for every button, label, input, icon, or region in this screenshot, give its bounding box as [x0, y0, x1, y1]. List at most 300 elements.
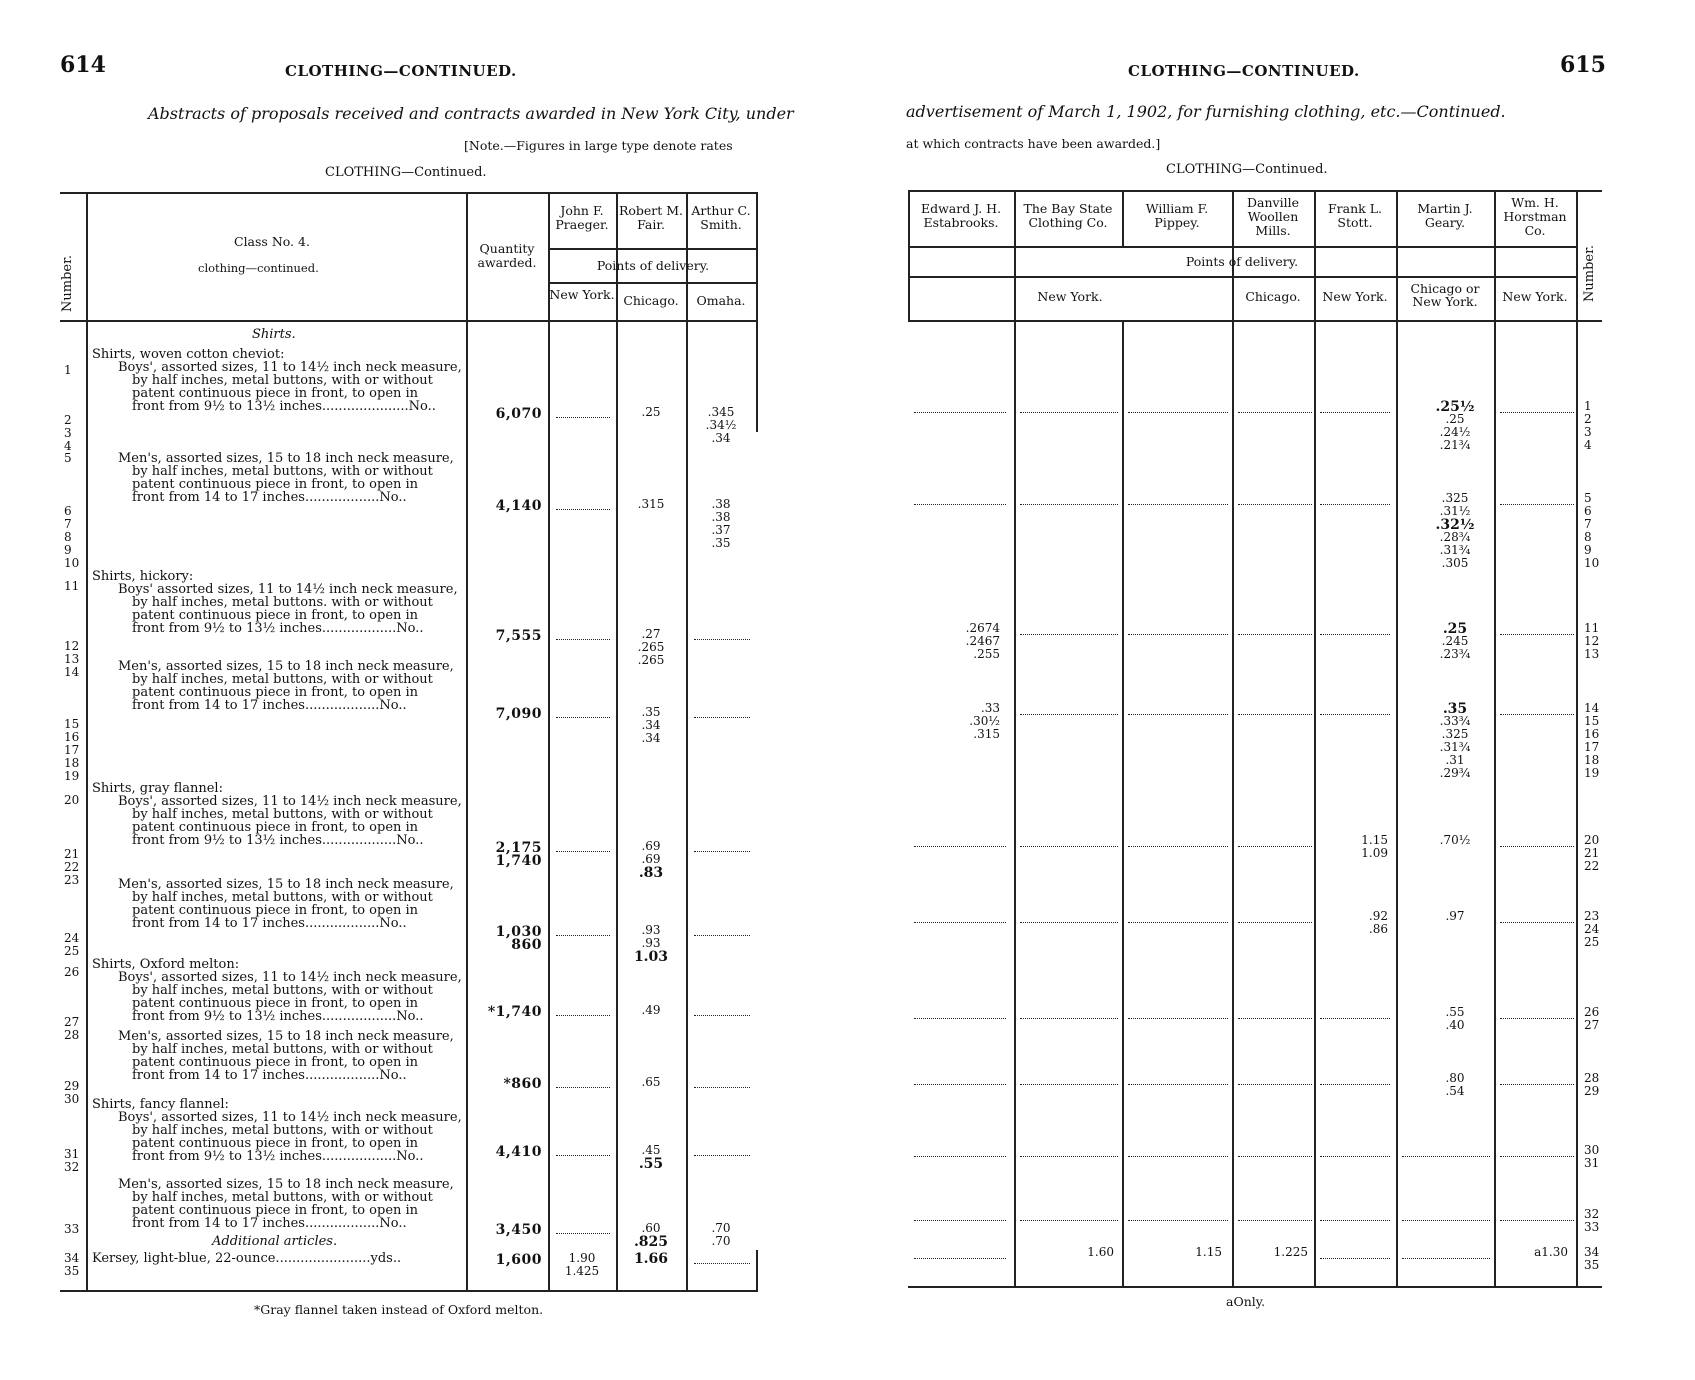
row-number: 22	[1584, 859, 1600, 873]
dot-leader	[694, 639, 750, 640]
dot-leader	[1320, 1018, 1390, 1019]
section-caption-left: CLOTHING—Continued.	[325, 165, 487, 180]
row-number: 14	[1584, 701, 1600, 715]
col-rule	[86, 192, 88, 1290]
dot-leader	[1320, 1258, 1390, 1259]
item-description: patent continuous piece in front, to open in	[132, 903, 419, 918]
item-description: patent continuous piece in front, to open in	[132, 996, 419, 1011]
dot-leader	[914, 1084, 1006, 1085]
bidder-name: Robert M. Fair.	[618, 203, 684, 232]
item-description: Boys', assorted sizes, 11 to 14½ inch neck measure,	[118, 970, 462, 985]
section-head-additional: Additional articles.	[212, 1234, 338, 1249]
row-number: 30	[1584, 1143, 1600, 1157]
bid-value: .29¾	[1439, 766, 1471, 780]
dot-leader	[1500, 634, 1574, 635]
bidder-name: Edward J. H. Estabrooks.	[920, 201, 1002, 230]
row-number: 8	[64, 530, 72, 544]
dot-leader	[1128, 504, 1228, 505]
col-rule	[1494, 190, 1496, 1286]
section-head-shirts: Shirts.	[252, 327, 296, 342]
item-description: front from 9½ to 13½ inches..................No..	[132, 621, 424, 636]
bid-value-awarded: .83	[638, 865, 664, 881]
delivery-point: New York.	[1037, 289, 1103, 304]
bidder-name: Arthur C. Smith.	[691, 203, 751, 232]
bid-value: .70	[711, 1221, 731, 1235]
row-number: 28	[64, 1028, 80, 1042]
item-description: by half inches, metal buttons, with or without	[132, 983, 433, 998]
quantity-awarded: 860	[511, 937, 542, 953]
item-description: Men's, assorted sizes, 15 to 18 inch neck measure,	[118, 1029, 454, 1044]
dot-leader	[1238, 1018, 1312, 1019]
bid-value: .345	[707, 405, 735, 419]
dot-leader	[1320, 634, 1390, 635]
item-description: front from 9½ to 13½ inches..................No..	[132, 1149, 424, 1164]
quantity-awarded: 6,070	[495, 406, 542, 422]
dot-leader	[1500, 412, 1574, 413]
bid-value: .69	[641, 839, 661, 853]
bid-value: .315	[973, 727, 1000, 741]
row-number: 23	[1584, 909, 1600, 923]
delivery-point: Omaha.	[696, 293, 746, 308]
row-number: 13	[1584, 647, 1600, 661]
bid-value: .23¾	[1439, 647, 1471, 661]
dot-leader	[556, 639, 610, 640]
dot-leader	[1238, 846, 1312, 847]
bid-value: .31½	[1439, 504, 1471, 518]
col-rule	[1314, 190, 1316, 1286]
row-number: 17	[64, 743, 80, 757]
row-number: 18	[64, 756, 80, 770]
bid-value: 1.90	[568, 1251, 596, 1265]
row-number: 1	[1584, 399, 1592, 413]
header-rule	[548, 248, 756, 250]
dot-leader	[1020, 714, 1118, 715]
bid-value-awarded: .55	[638, 1156, 664, 1172]
dot-leader	[1128, 412, 1228, 413]
quantity-awarded: 7,555	[495, 628, 542, 644]
bid-value: .37	[711, 523, 731, 537]
table-top-rule	[908, 190, 1602, 192]
item-description: by half inches, metal buttons. with or without	[132, 595, 433, 610]
footnote-left: *Gray flannel taken instead of Oxford melton.	[254, 1302, 544, 1317]
item-title: Shirts, hickory:	[92, 569, 194, 584]
note-right: at which contracts have been awarded.]	[906, 136, 1161, 151]
dot-leader	[1020, 1018, 1118, 1019]
header-rule	[908, 246, 1576, 248]
bid-value: .21¾	[1439, 438, 1471, 452]
bid-value: a1.30	[1534, 1245, 1568, 1259]
row-number: 32	[1584, 1207, 1600, 1221]
row-number: 18	[1584, 753, 1600, 767]
dot-leader	[1500, 922, 1574, 923]
dot-leader	[1238, 1084, 1312, 1085]
number-header-left: Number.	[60, 254, 75, 312]
dot-leader	[1500, 1018, 1574, 1019]
dot-leader	[1128, 1018, 1228, 1019]
table-bottom-rule	[60, 1290, 758, 1292]
row-number: 35	[64, 1264, 80, 1278]
bid-value: .31	[1445, 753, 1465, 767]
item-description: Men's, assorted sizes, 15 to 18 inch neck measure,	[118, 451, 454, 466]
dot-leader	[556, 1155, 610, 1156]
header-rule	[908, 320, 1602, 322]
row-number: 20	[64, 793, 80, 807]
running-head-right: CLOTHING—CONTINUED.	[1128, 62, 1360, 80]
dot-leader	[1500, 504, 1574, 505]
item-description: patent continuous piece in front, to open in	[132, 608, 419, 623]
row-number: 19	[64, 769, 80, 783]
row-number: 26	[64, 965, 80, 979]
bid-value: .49	[641, 1003, 661, 1017]
bid-value: .38	[711, 497, 731, 511]
item-description: front from 9½ to 13½ inches..................No..	[132, 1009, 424, 1024]
dot-leader	[694, 1263, 750, 1264]
item-description: front from 14 to 17 inches..................No..	[132, 490, 407, 505]
bid-value: .31¾	[1439, 740, 1471, 754]
dot-leader	[1020, 1084, 1118, 1085]
header-rule	[908, 276, 1576, 278]
item-title: Shirts, fancy flannel:	[92, 1097, 229, 1112]
bid-value: 1.09	[1361, 846, 1388, 860]
bid-value: .33	[980, 701, 1000, 715]
bid-value-awarded: .32½	[1435, 517, 1475, 533]
bid-value: 1.425	[564, 1264, 600, 1278]
bid-value: .245	[1441, 634, 1469, 648]
row-number: 31	[64, 1147, 80, 1161]
dot-leader	[1320, 412, 1390, 413]
row-number: 4	[1584, 438, 1592, 452]
row-number: 27	[1584, 1018, 1600, 1032]
row-number: 5	[64, 451, 72, 465]
bid-value: .70½	[1439, 833, 1471, 847]
item-description: by half inches, metal buttons, with or without	[132, 890, 433, 905]
dot-leader	[694, 717, 750, 718]
dot-leader	[1128, 1220, 1228, 1221]
dot-leader	[1128, 714, 1228, 715]
dot-leader	[1020, 1156, 1118, 1157]
quantity-awarded: 4,140	[495, 498, 542, 514]
quantity-awarded: 4,410	[495, 1144, 542, 1160]
bid-value: .80	[1445, 1071, 1465, 1085]
quantity-awarded: 1,030	[495, 924, 542, 940]
item-description: patent continuous piece in front, to open in	[132, 1136, 419, 1151]
item-description: Boys', assorted sizes, 11 to 14½ inch neck measure,	[118, 360, 462, 375]
bid-value: 1.15	[1195, 1245, 1222, 1259]
item-description: front from 14 to 17 inches..................No..	[132, 1216, 407, 1231]
bid-value: .265	[637, 640, 665, 654]
item-description: front from 14 to 17 inches..................No..	[132, 698, 407, 713]
item-description: patent continuous piece in front, to open in	[132, 1055, 419, 1070]
dot-leader	[1238, 1156, 1312, 1157]
bid-value-awarded: 1.03	[633, 949, 669, 965]
dot-leader	[694, 1015, 750, 1016]
col-rule	[466, 192, 468, 1290]
dot-leader	[556, 717, 610, 718]
dot-leader	[1020, 922, 1118, 923]
dot-leader	[1500, 1220, 1574, 1221]
item-description: by half inches, metal buttons, with or without	[132, 1123, 433, 1138]
row-number: 13	[64, 652, 80, 666]
bid-value: .35	[641, 705, 661, 719]
quantity-awarded: 2,175	[495, 840, 542, 856]
col-rule	[1122, 320, 1124, 1286]
bid-value: 1.225	[1273, 1245, 1308, 1259]
bid-value-awarded: .35	[1442, 701, 1468, 717]
row-number: 10	[64, 556, 80, 570]
table-bottom-rule	[908, 1286, 1602, 1288]
bid-value: .38	[711, 510, 731, 524]
delivery-point: Chicago.	[1245, 289, 1301, 304]
bid-value: .55	[1445, 1005, 1465, 1019]
bid-value: .54	[1445, 1084, 1465, 1098]
page-number-right: 615	[1560, 52, 1606, 78]
row-number: 25	[1584, 935, 1600, 949]
dot-leader	[1128, 922, 1228, 923]
bid-value: .25	[1445, 412, 1465, 426]
bid-value: .97	[1445, 909, 1465, 923]
col-rule	[1232, 190, 1234, 1286]
row-number: 9	[1584, 543, 1592, 557]
bid-value: .2674	[965, 621, 1000, 635]
bid-value: .24½	[1439, 425, 1471, 439]
row-number: 2	[1584, 412, 1592, 426]
dot-leader	[556, 1015, 610, 1016]
bid-value-awarded: .25	[1442, 621, 1468, 637]
bid-value: .2467	[965, 634, 1000, 648]
table-top-rule	[60, 192, 756, 194]
dot-leader	[556, 417, 610, 418]
dot-leader	[1500, 1084, 1574, 1085]
bid-value: .31¾	[1439, 543, 1471, 557]
dot-leader	[914, 922, 1006, 923]
dot-leader	[1238, 922, 1312, 923]
col-rule	[1576, 190, 1578, 1286]
section-caption-right: CLOTHING—Continued.	[1166, 162, 1328, 177]
dot-leader	[1238, 634, 1312, 635]
bid-value: .93	[641, 923, 661, 937]
bid-value: .34	[641, 731, 661, 745]
row-number: 14	[64, 665, 80, 679]
row-number: 30	[64, 1092, 80, 1106]
bid-value: .28¾	[1439, 530, 1471, 544]
row-number: 24	[64, 931, 80, 945]
row-number: 29	[64, 1079, 80, 1093]
item-description: by half inches, metal buttons, with or without	[132, 807, 433, 822]
row-number: 16	[64, 730, 80, 744]
row-number: 10	[1584, 556, 1600, 570]
row-number: 15	[1584, 714, 1600, 728]
row-number: 34	[1584, 1245, 1600, 1259]
row-number: 6	[64, 504, 72, 518]
bidder-name: Frank L. Stott.	[1328, 201, 1382, 230]
row-number: 11	[64, 579, 80, 593]
row-number: 5	[1584, 491, 1592, 505]
item-description: by half inches, metal buttons, with or without	[132, 1042, 433, 1057]
dot-leader	[1128, 846, 1228, 847]
number-header-right: Number.	[1582, 244, 1597, 302]
bid-value: .93	[641, 936, 661, 950]
row-number: 33	[64, 1222, 80, 1236]
bid-value: .35	[711, 536, 731, 550]
dot-leader	[1500, 1156, 1574, 1157]
dot-leader	[914, 1258, 1006, 1259]
dot-leader	[694, 1155, 750, 1156]
dot-leader	[1320, 504, 1390, 505]
bid-value: .265	[637, 653, 665, 667]
row-number: 15	[64, 717, 80, 731]
item-description: Boys', assorted sizes, 11 to 14½ inch neck measure,	[118, 794, 462, 809]
header-rule	[60, 320, 756, 322]
dot-leader	[1128, 1156, 1228, 1157]
col-rule	[1014, 190, 1016, 1286]
dot-leader	[556, 851, 610, 852]
bidder-name: Wm. H. Horstman Co.	[1503, 195, 1567, 238]
class-header: Class No. 4.	[234, 234, 310, 249]
bid-value: 1.15	[1361, 833, 1388, 847]
quantity-awarded: 7,090	[495, 706, 542, 722]
col-rule	[548, 192, 550, 1290]
dot-leader	[1128, 634, 1228, 635]
col-rule	[756, 192, 758, 432]
bid-value: .34½	[705, 418, 737, 432]
row-number: 29	[1584, 1084, 1600, 1098]
dot-leader	[1500, 714, 1574, 715]
row-number: 22	[64, 860, 80, 874]
bid-value: .34	[711, 431, 731, 445]
dot-leader	[556, 1233, 610, 1234]
row-number: 21	[1584, 846, 1600, 860]
row-number: 16	[1584, 727, 1600, 741]
dot-leader	[1320, 714, 1390, 715]
dot-leader	[694, 935, 750, 936]
dot-leader	[914, 504, 1006, 505]
dot-leader	[1238, 504, 1312, 505]
bid-value: .34	[641, 718, 661, 732]
quantity-awarded: 1,740	[495, 853, 542, 869]
dot-leader	[694, 1087, 750, 1088]
dot-leader	[1020, 846, 1118, 847]
delivery-point: New York.	[549, 287, 615, 302]
bid-value: .69	[641, 852, 661, 866]
row-number: 12	[64, 639, 80, 653]
quantity-header: Quantity awarded.	[477, 241, 537, 270]
footnote-right: aOnly.	[1226, 1294, 1266, 1309]
item-description: by half inches, metal buttons, with or without	[132, 464, 433, 479]
dot-leader	[1320, 1156, 1390, 1157]
bidder-name: John F. Praeger.	[555, 203, 609, 232]
dot-leader	[1320, 1220, 1390, 1221]
row-number: 1	[64, 363, 72, 377]
item-description: front from 9½ to 13½ inches.....................No..	[132, 399, 436, 414]
dot-leader	[1020, 504, 1118, 505]
row-number: 8	[1584, 530, 1592, 544]
bidder-name: William F. Pippey.	[1145, 201, 1209, 230]
points-of-delivery-left: Points of delivery.	[596, 258, 710, 273]
item-description: front from 14 to 17 inches..................No..	[132, 1068, 407, 1083]
dot-leader	[1238, 412, 1312, 413]
row-number: 20	[1584, 833, 1600, 847]
bid-value: .70	[711, 1234, 731, 1248]
dot-leader	[1402, 1220, 1490, 1221]
item-title: Shirts, Oxford melton:	[92, 957, 240, 972]
bid-value: .27	[641, 627, 661, 641]
bid-value: .92	[1368, 909, 1388, 923]
bid-value: 1.60	[1087, 1245, 1114, 1259]
bid-value: .86	[1368, 922, 1388, 936]
row-number: 35	[1584, 1258, 1600, 1272]
row-number: 9	[64, 543, 72, 557]
bid-value: .45	[641, 1143, 661, 1157]
row-number: 34	[64, 1251, 80, 1265]
bid-value: .60	[641, 1221, 661, 1235]
item-description: by half inches, metal buttons, with or without	[132, 1190, 433, 1205]
row-number: 11	[1584, 621, 1600, 635]
item-description: by half inches, metal buttons, with or without	[132, 373, 433, 388]
dot-leader	[1128, 1084, 1228, 1085]
row-number: 19	[1584, 766, 1600, 780]
row-number: 12	[1584, 634, 1600, 648]
bid-value: .65	[641, 1075, 661, 1089]
quantity-awarded: *860	[503, 1076, 542, 1092]
subtitle-left: Abstracts of proposals received and contracts awarded in New York City, under	[148, 104, 794, 123]
bid-value: .315	[637, 497, 665, 511]
item-description: Men's, assorted sizes, 15 to 18 inch neck measure,	[118, 877, 454, 892]
bid-value: .40	[1445, 1018, 1465, 1032]
dot-leader	[914, 1018, 1006, 1019]
item-description: patent continuous piece in front, to open in	[132, 477, 419, 492]
header-rule	[548, 282, 756, 284]
row-number: 3	[1584, 425, 1592, 439]
item-description: Men's, assorted sizes, 15 to 18 inch neck measure,	[118, 659, 454, 674]
delivery-point: New York.	[1322, 289, 1388, 304]
dot-leader	[914, 1220, 1006, 1221]
quantity-awarded: 1,600	[495, 1252, 542, 1268]
bidder-name: Danville Woollen Mills.	[1247, 195, 1299, 238]
item-description: Men's, assorted sizes, 15 to 18 inch neck measure,	[118, 1177, 454, 1192]
row-number: 31	[1584, 1156, 1600, 1170]
dot-leader	[914, 846, 1006, 847]
quantity-awarded: 3,450	[495, 1222, 542, 1238]
page-number-left: 614	[60, 52, 106, 78]
dot-leader	[1020, 1220, 1118, 1221]
bid-value: .25	[641, 405, 661, 419]
bidder-name: The Bay State Clothing Co.	[1023, 201, 1113, 230]
bid-value: .325	[1441, 727, 1469, 741]
col-rule	[686, 192, 688, 1290]
bid-value: .33¾	[1439, 714, 1471, 728]
dot-leader	[1238, 714, 1312, 715]
bid-value: .305	[1441, 556, 1469, 570]
dot-leader	[556, 1087, 610, 1088]
dot-leader	[694, 851, 750, 852]
note-left: [Note.—Figures in large type denote rates	[464, 138, 733, 153]
bid-value: .30½	[969, 714, 1000, 728]
dot-leader	[914, 412, 1006, 413]
subtitle-right: advertisement of March 1, 1902, for furnishing clothing, etc.—Continued.	[906, 102, 1506, 121]
item-title: Shirts, gray flannel:	[92, 781, 223, 796]
dot-leader	[1320, 1084, 1390, 1085]
dot-leader	[1500, 846, 1574, 847]
col-rule	[1396, 190, 1398, 1286]
col-rule	[756, 1250, 758, 1290]
bidder-name: Martin J. Geary.	[1417, 201, 1473, 230]
item-title: Shirts, woven cotton cheviot:	[92, 347, 285, 362]
row-number: 32	[64, 1160, 80, 1174]
dot-leader	[1020, 412, 1118, 413]
dot-leader	[556, 935, 610, 936]
quantity-awarded: *1,740	[487, 1004, 542, 1020]
item-description: patent continuous piece in front, to open in	[132, 1203, 419, 1218]
